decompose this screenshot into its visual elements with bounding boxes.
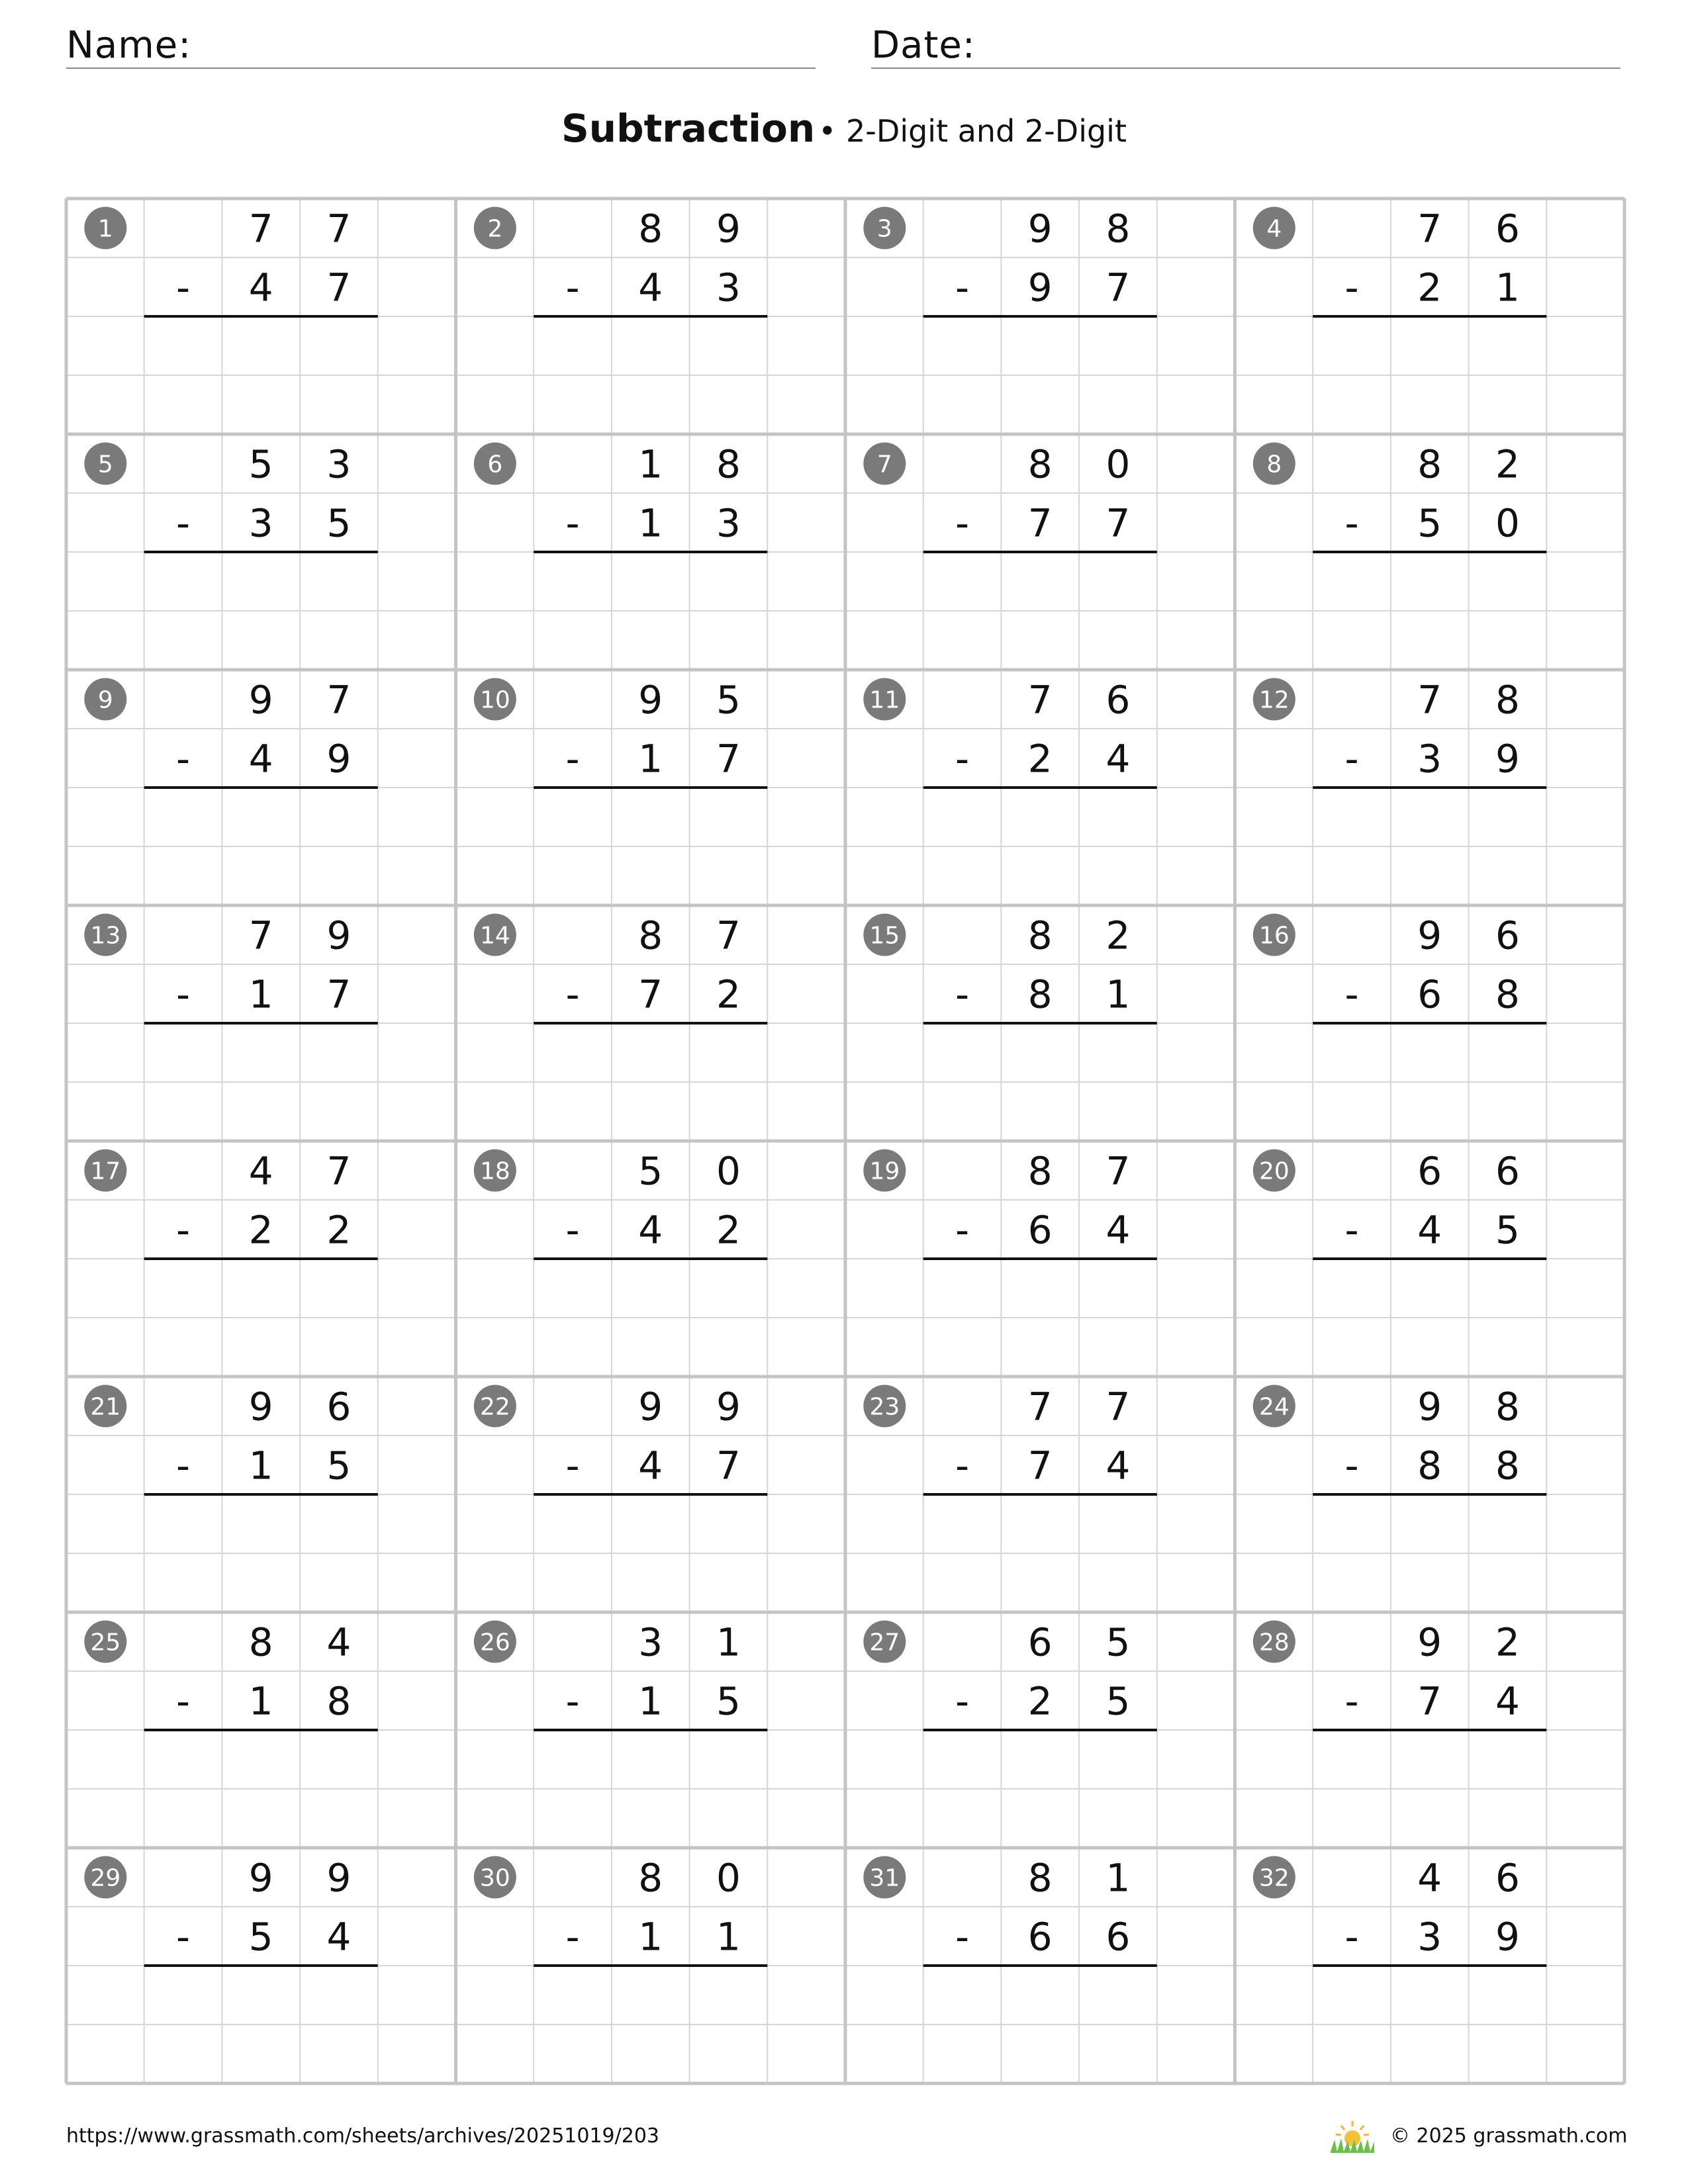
answer-area[interactable] <box>923 1261 1157 1375</box>
problem-number: 19 <box>869 1158 900 1185</box>
minus-sign: - <box>565 972 580 1017</box>
problem-6 <box>474 442 767 668</box>
minus-sign: - <box>1344 972 1359 1017</box>
top-digit: 9 <box>638 677 663 723</box>
bottom-digit: 3 <box>248 500 273 546</box>
minus-sign: - <box>1344 500 1359 546</box>
minus-sign: - <box>955 1678 970 1724</box>
problem-10 <box>474 678 767 904</box>
answer-area[interactable] <box>534 1732 767 1846</box>
minus-sign: - <box>955 1443 970 1488</box>
answer-area[interactable] <box>534 1496 767 1610</box>
top-digit: 8 <box>1105 206 1131 251</box>
answer-area[interactable] <box>1313 1025 1546 1139</box>
bottom-digit: 1 <box>248 972 273 1017</box>
top-digit: 8 <box>1027 1148 1053 1194</box>
bottom-digit: 4 <box>638 265 663 310</box>
problem-number: 14 <box>479 922 510 950</box>
top-digit: 8 <box>1495 1384 1520 1430</box>
top-digit: 5 <box>638 1148 663 1194</box>
top-digit: 4 <box>326 1619 352 1665</box>
bottom-digit: 7 <box>326 265 352 310</box>
top-digit: 6 <box>1105 677 1131 723</box>
answer-area[interactable] <box>923 1496 1157 1610</box>
minus-sign: - <box>565 265 580 310</box>
answer-area[interactable] <box>144 554 378 668</box>
grass-sun-logo-icon <box>1329 2120 1376 2153</box>
answer-area[interactable] <box>144 1025 378 1139</box>
problem-13 <box>84 913 377 1140</box>
top-digit: 6 <box>1495 1855 1520 1901</box>
problem-31 <box>863 1856 1156 2082</box>
top-digit: 2 <box>1495 1619 1520 1665</box>
minus-sign: - <box>955 972 970 1017</box>
top-digit: 9 <box>248 1855 273 1901</box>
bottom-digit: 7 <box>638 972 663 1017</box>
answer-area[interactable] <box>1313 318 1546 432</box>
top-digit: 7 <box>1027 677 1053 723</box>
problem-17 <box>84 1149 377 1375</box>
top-digit: 2 <box>1495 441 1520 487</box>
problem-number: 5 <box>97 451 113 478</box>
answer-area[interactable] <box>1313 1968 1546 2081</box>
problem-8 <box>1253 442 1546 668</box>
bottom-digit: 7 <box>716 1443 741 1488</box>
bottom-digit: 1 <box>248 1443 273 1488</box>
problem-number: 20 <box>1258 1158 1289 1185</box>
minus-sign: - <box>176 1207 191 1253</box>
problem-21 <box>84 1385 377 1611</box>
problem-number: 6 <box>487 451 503 478</box>
problem-28 <box>1253 1620 1546 1846</box>
answer-area[interactable] <box>1313 1732 1546 1846</box>
bottom-digit: 2 <box>1417 265 1442 310</box>
minus-sign: - <box>1344 736 1359 782</box>
bottom-digit: 7 <box>1417 1678 1442 1724</box>
problem-number: 31 <box>869 1864 900 1892</box>
top-digit: 3 <box>326 441 352 487</box>
bottom-digit: 5 <box>326 1443 352 1488</box>
problem-number: 26 <box>479 1629 510 1657</box>
minus-sign: - <box>565 1914 580 1960</box>
bottom-digit: 1 <box>638 500 663 546</box>
top-digit: 8 <box>1027 441 1053 487</box>
top-digit: 9 <box>326 913 352 958</box>
top-digit: 1 <box>638 441 663 487</box>
problem-number: 29 <box>90 1864 121 1892</box>
problem-number: 13 <box>90 922 121 950</box>
answer-area[interactable] <box>1313 1496 1546 1610</box>
top-digit: 7 <box>1417 677 1442 723</box>
answer-area[interactable] <box>923 1025 1157 1139</box>
minus-sign: - <box>565 1678 580 1724</box>
top-digit: 6 <box>1417 1148 1442 1194</box>
problem-number: 12 <box>1258 686 1289 714</box>
minus-sign: - <box>565 1443 580 1488</box>
bottom-digit: 3 <box>716 500 741 546</box>
bottom-digit: 1 <box>638 736 663 782</box>
problem-1 <box>84 206 377 433</box>
bottom-digit: 8 <box>1417 1443 1442 1488</box>
answer-area[interactable] <box>144 1732 378 1846</box>
problem-32 <box>1253 1856 1546 2082</box>
bottom-digit: 9 <box>1495 736 1520 782</box>
problem-number: 25 <box>90 1629 121 1657</box>
top-digit: 6 <box>1495 913 1520 958</box>
problem-11 <box>863 678 1156 904</box>
bottom-digit: 8 <box>1495 1443 1520 1488</box>
problem-number: 30 <box>479 1864 510 1892</box>
top-digit: 9 <box>248 1384 273 1430</box>
footer-copyright: © 2025 grassmath.com <box>1390 2124 1628 2148</box>
top-digit: 9 <box>248 677 273 723</box>
top-digit: 0 <box>716 1148 741 1194</box>
bottom-digit: 4 <box>248 736 273 782</box>
minus-sign: - <box>176 1678 191 1724</box>
problem-19 <box>863 1149 1156 1375</box>
problem-5 <box>84 442 377 668</box>
answer-area[interactable] <box>144 1496 378 1610</box>
top-digit: 2 <box>1105 913 1131 958</box>
top-digit: 9 <box>1417 1619 1442 1665</box>
top-digit: 8 <box>716 441 741 487</box>
date-label: Date: <box>871 24 976 67</box>
answer-area[interactable] <box>144 790 378 903</box>
bottom-digit: 4 <box>1105 1443 1131 1488</box>
top-digit: 8 <box>1027 1855 1053 1901</box>
top-digit: 5 <box>248 441 273 487</box>
top-digit: 6 <box>1495 1148 1520 1194</box>
answer-area[interactable] <box>923 1732 1157 1846</box>
bottom-digit: 6 <box>1105 1914 1131 1960</box>
problem-26 <box>474 1620 767 1846</box>
problem-16 <box>1253 913 1546 1140</box>
bottom-digit: 4 <box>1105 1207 1131 1253</box>
bottom-digit: 5 <box>248 1914 273 1960</box>
problem-25 <box>84 1620 377 1846</box>
problem-24 <box>1253 1385 1546 1611</box>
top-digit: 3 <box>638 1619 663 1665</box>
bottom-digit: 4 <box>326 1914 352 1960</box>
bottom-digit: 3 <box>1417 736 1442 782</box>
problem-number: 27 <box>869 1629 900 1657</box>
answer-area[interactable] <box>534 1261 767 1375</box>
problem-15 <box>863 913 1156 1140</box>
bottom-digit: 8 <box>1027 972 1053 1017</box>
top-digit: 6 <box>1495 206 1520 251</box>
problem-number: 17 <box>90 1158 121 1185</box>
bottom-digit: 1 <box>716 1914 741 1960</box>
minus-sign: - <box>176 1914 191 1960</box>
problem-number: 15 <box>869 922 900 950</box>
bottom-digit: 4 <box>248 265 273 310</box>
top-digit: 6 <box>1027 1619 1053 1665</box>
top-digit: 8 <box>248 1619 273 1665</box>
answer-area[interactable] <box>534 554 767 668</box>
bottom-digit: 6 <box>1027 1207 1053 1253</box>
bottom-digit: 5 <box>716 1678 741 1724</box>
problem-number: 2 <box>487 215 503 243</box>
bottom-digit: 1 <box>248 1678 273 1724</box>
top-digit: 9 <box>716 206 741 251</box>
top-digit: 8 <box>638 206 663 251</box>
bottom-digit: 4 <box>1417 1207 1442 1253</box>
answer-area[interactable] <box>1313 554 1546 668</box>
top-digit: 9 <box>716 1384 741 1430</box>
bottom-digit: 0 <box>1495 500 1520 546</box>
bottom-digit: 1 <box>1495 265 1520 310</box>
top-digit: 7 <box>326 677 352 723</box>
minus-sign: - <box>176 972 191 1017</box>
problem-9 <box>84 678 377 904</box>
problem-22 <box>474 1385 767 1611</box>
minus-sign: - <box>955 500 970 546</box>
top-digit: 9 <box>1417 1384 1442 1430</box>
problem-number: 1 <box>97 215 113 243</box>
minus-sign: - <box>955 736 970 782</box>
minus-sign: - <box>1344 1914 1359 1960</box>
top-digit: 9 <box>1417 913 1442 958</box>
bottom-digit: 7 <box>716 736 741 782</box>
top-digit: 9 <box>326 1855 352 1901</box>
problem-23 <box>863 1385 1156 1611</box>
answer-area[interactable] <box>534 1968 767 2081</box>
top-digit: 8 <box>1417 441 1442 487</box>
problem-4 <box>1253 206 1546 433</box>
problem-7 <box>863 442 1156 668</box>
problem-number: 28 <box>1258 1629 1289 1657</box>
problem-12 <box>1253 678 1546 904</box>
top-digit: 0 <box>716 1855 741 1901</box>
top-digit: 7 <box>1417 206 1442 251</box>
bottom-digit: 2 <box>1027 736 1053 782</box>
bottom-digit: 8 <box>326 1678 352 1724</box>
bottom-digit: 4 <box>1495 1678 1520 1724</box>
bottom-digit: 2 <box>248 1207 273 1253</box>
top-digit: 9 <box>1027 206 1053 251</box>
problem-number: 8 <box>1266 451 1282 478</box>
top-digit: 7 <box>248 913 273 958</box>
bottom-digit: 3 <box>716 265 741 310</box>
bottom-digit: 2 <box>1027 1678 1053 1724</box>
bottom-digit: 2 <box>716 1207 741 1253</box>
top-digit: 7 <box>326 1148 352 1194</box>
bottom-digit: 9 <box>1495 1914 1520 1960</box>
bottom-digit: 5 <box>1495 1207 1520 1253</box>
bottom-digit: 5 <box>1105 1678 1131 1724</box>
top-digit: 8 <box>638 913 663 958</box>
problem-29 <box>84 1856 377 2082</box>
problem-18 <box>474 1149 767 1375</box>
answer-area[interactable] <box>1313 790 1546 903</box>
bottom-digit: 4 <box>638 1207 663 1253</box>
top-digit: 1 <box>1105 1855 1131 1901</box>
top-digit: 1 <box>716 1619 741 1665</box>
bottom-digit: 1 <box>638 1914 663 1960</box>
bottom-digit: 9 <box>326 736 352 782</box>
problem-number: 32 <box>1258 1864 1289 1892</box>
minus-sign: - <box>565 1207 580 1253</box>
problem-number: 16 <box>1258 922 1289 950</box>
top-digit: 5 <box>1105 1619 1131 1665</box>
bottom-digit: 9 <box>1027 265 1053 310</box>
answer-area[interactable] <box>144 318 378 432</box>
problem-20 <box>1253 1149 1546 1375</box>
problem-number: 22 <box>479 1393 510 1421</box>
bottom-digit: 2 <box>716 972 741 1017</box>
top-digit: 7 <box>1027 1384 1053 1430</box>
problem-number: 21 <box>90 1393 121 1421</box>
problem-3 <box>863 206 1156 433</box>
bottom-digit: 7 <box>326 972 352 1017</box>
answer-area[interactable] <box>923 554 1157 668</box>
problem-number: 3 <box>876 215 892 243</box>
minus-sign: - <box>1344 1678 1359 1724</box>
top-digit: 7 <box>716 913 741 958</box>
top-digit: 4 <box>1417 1855 1442 1901</box>
title-sub: • 2-Digit and 2-Digit <box>818 113 1127 149</box>
problem-number: 24 <box>1258 1393 1289 1421</box>
footer-url: https://www.grassmath.com/sheets/archives/20251019/203 <box>66 2124 660 2148</box>
top-digit: 7 <box>326 206 352 251</box>
answer-area[interactable] <box>923 318 1157 432</box>
minus-sign: - <box>955 1914 970 1960</box>
answer-area[interactable] <box>534 318 767 432</box>
bottom-digit: 5 <box>1417 500 1442 546</box>
problem-number: 7 <box>876 451 892 478</box>
minus-sign: - <box>1344 1207 1359 1253</box>
minus-sign: - <box>176 500 191 546</box>
answer-area[interactable] <box>144 1968 378 2081</box>
problem-number: 23 <box>869 1393 900 1421</box>
problem-30 <box>474 1856 767 2082</box>
bottom-digit: 1 <box>638 1678 663 1724</box>
bottom-digit: 7 <box>1027 500 1053 546</box>
bottom-digit: 7 <box>1027 1443 1053 1488</box>
top-digit: 5 <box>716 677 741 723</box>
top-digit: 8 <box>1027 913 1053 958</box>
bottom-digit: 6 <box>1417 972 1442 1017</box>
top-digit: 7 <box>1105 1384 1131 1430</box>
answer-area[interactable] <box>534 1025 767 1139</box>
problem-number: 4 <box>1266 215 1282 243</box>
bottom-digit: 3 <box>1417 1914 1442 1960</box>
top-digit: 8 <box>1495 677 1520 723</box>
bottom-digit: 4 <box>638 1443 663 1488</box>
top-digit: 7 <box>1105 1148 1131 1194</box>
minus-sign: - <box>565 736 580 782</box>
problem-number: 9 <box>97 686 113 714</box>
bottom-digit: 2 <box>326 1207 352 1253</box>
minus-sign: - <box>565 500 580 546</box>
minus-sign: - <box>176 736 191 782</box>
problem-2 <box>474 206 767 433</box>
answer-area[interactable] <box>1313 1261 1546 1375</box>
problem-number: 10 <box>479 686 510 714</box>
problem-14 <box>474 913 767 1140</box>
top-digit: 0 <box>1105 441 1131 487</box>
top-digit: 9 <box>638 1384 663 1430</box>
answer-area[interactable] <box>144 1261 378 1375</box>
answer-area[interactable] <box>923 1968 1157 2081</box>
name-label: Name: <box>66 24 192 67</box>
bottom-digit: 7 <box>1105 500 1131 546</box>
minus-sign: - <box>176 265 191 310</box>
problem-27 <box>863 1620 1156 1846</box>
answer-area[interactable] <box>923 790 1157 903</box>
minus-sign: - <box>955 1207 970 1253</box>
top-digit: 4 <box>248 1148 273 1194</box>
bottom-digit: 4 <box>1105 736 1131 782</box>
bottom-digit: 8 <box>1495 972 1520 1017</box>
top-digit: 6 <box>326 1384 352 1430</box>
bottom-digit: 5 <box>326 500 352 546</box>
minus-sign: - <box>1344 1443 1359 1488</box>
bottom-digit: 7 <box>1105 265 1131 310</box>
bottom-digit: 6 <box>1027 1914 1053 1960</box>
minus-sign: - <box>955 265 970 310</box>
title-main: Subtraction <box>561 106 816 151</box>
minus-sign: - <box>1344 265 1359 310</box>
answer-area[interactable] <box>534 790 767 903</box>
bottom-digit: 1 <box>1105 972 1131 1017</box>
problem-number: 11 <box>869 686 900 714</box>
minus-sign: - <box>176 1443 191 1488</box>
top-digit: 8 <box>638 1855 663 1901</box>
problem-number: 18 <box>479 1158 510 1185</box>
top-digit: 7 <box>248 206 273 251</box>
